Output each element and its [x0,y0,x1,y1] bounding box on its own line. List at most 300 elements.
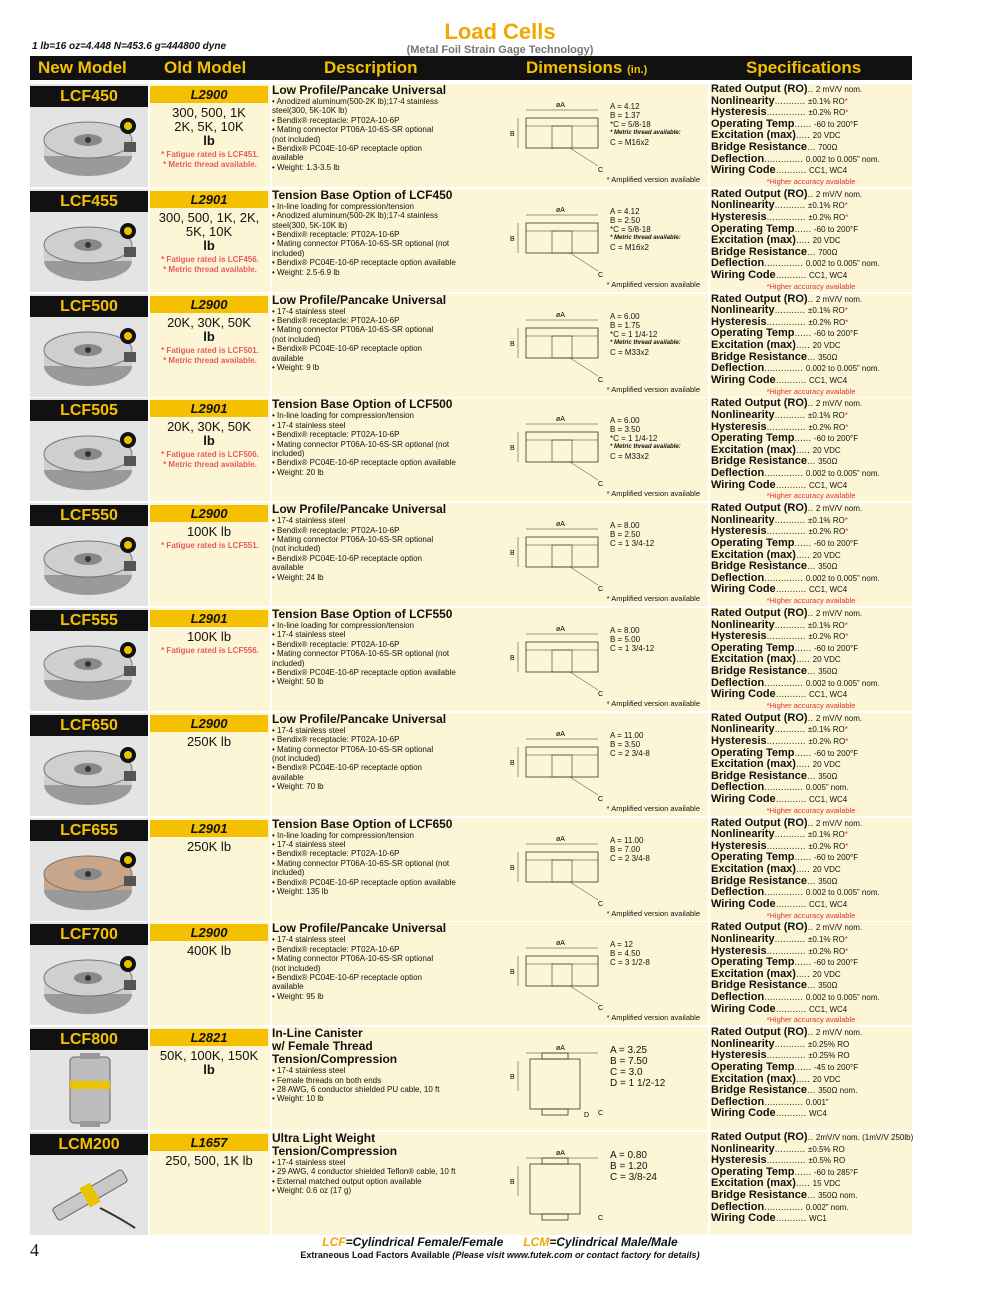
spec-value: 350Ω nom. [818,1086,858,1096]
accuracy-star: * [844,96,848,106]
spec-leader: ...... [794,118,814,130]
product-photo [40,529,140,603]
fatigue-note: * Fatigue rated is LCF506. [161,450,259,460]
feature-item: • 17-4 stainless steel [272,725,346,735]
new-model-badge: LCF505 [30,400,148,421]
dimension-value: A = 6.00 [610,416,640,426]
header-specifications: Specifications [746,58,862,77]
spec-value: -60 to 200°F [813,329,859,339]
feature-item: • Mating connector PT06A-10-6S-SR optional [272,535,434,544]
feature-item: • Bendix® receptacle: PT02A-10-6P [272,735,400,745]
dimension-diagram [500,1039,610,1119]
feature-item: • In-line loading for compression/tension [272,830,414,840]
spec-value: 20 VDC [812,760,841,770]
old-model-badge: L2900 [150,86,268,103]
spec-leader: .............. [764,1201,806,1213]
spec-label: Bridge Resistance [711,350,807,363]
spec-value: 0.005” nom. [805,783,849,793]
diagram-label-a: øA [556,1045,565,1053]
spec-leader: ... [806,561,819,573]
feature-item: available [272,353,304,363]
diagram-label-b: B [510,131,515,138]
spec-leader: ........... [774,200,808,212]
feature-item: • 17-4 stainless steel [272,630,346,640]
feature-item: • Mating connector PT06A-10-6S-SR optional [272,125,434,135]
dimension-values [610,626,700,653]
spec-label: Bridge Resistance [711,245,807,258]
feature-item: • Bendix® receptacle: PT02A-10-6P [272,849,400,859]
spec-value: -60 to 200°F [813,643,859,653]
spec-leader: .............. [766,945,809,957]
spec-leader: .............. [766,1050,809,1062]
spec-label: Excitation (max) [711,1072,796,1085]
higher-accuracy-note: *Higher accuracy available [766,386,856,396]
new-model-badge: LCF500 [30,296,148,317]
product-photo [40,634,140,708]
description-title-line: Tension Base Option of LCF500 [272,397,453,412]
spec-label: Deflection [711,990,765,1003]
spec-label: Deflection [711,362,765,375]
spec-label: Nonlinearity [711,828,775,841]
feature-item: • Bendix® PC04E-10-6P receptacle option [272,553,422,563]
spec-leader: ........... [774,1038,808,1050]
spec-leader: ..... [795,1073,813,1085]
spec-label: Deflection [711,257,765,270]
spec-leader: ...... [794,1166,814,1178]
dimension-values [610,102,700,147]
spec-leader: ...... [794,747,814,759]
capacity-line: 100K lb [186,629,232,644]
spec-label: Bridge Resistance [711,455,807,468]
feature-list [272,935,484,1001]
specification-list [711,294,911,387]
spec-label: Deflection [711,1200,765,1213]
spec-value: 350Ω [818,876,838,886]
product-photo [40,948,140,1022]
feature-list [272,202,484,277]
spec-leader: ... [806,246,819,258]
feature-item: • Mating connector PT06A-10-6S-SR optional [272,954,434,964]
accuracy-star: * [845,527,849,537]
extraneous-note-italic: (Please visit www.futek.com or contact factory for details) [452,1250,700,1260]
feature-item: • Bendix® PC04E-10-6P receptacle option available [272,458,456,468]
spec-label: Rated Output (RO) [711,83,808,95]
dimension-value: B = 1.37 [610,111,641,120]
spec-value: 0.002 to 0.005” nom. [805,364,880,374]
spec-label: Deflection [711,152,765,165]
diagram-label-b: B [510,340,515,348]
spec-leader: .. [807,1132,816,1143]
spec-label: Hysteresis [711,210,767,223]
description-title [272,398,482,411]
spec-value: ±0.25% RO [808,1051,850,1061]
capacity-line: 20K, 30K, 50K [167,314,251,330]
spec-value: 20 VDC [812,550,841,560]
feature-item: available [272,563,304,573]
spec-label: Hysteresis [711,944,767,957]
spec-leader: ..... [795,339,813,351]
spec-value: 2 mV/V nom. [815,923,863,933]
spec-leader: .. [807,398,816,410]
spec-value: 2 mV/V nom. [815,713,863,723]
old-model-badge: L2901 [150,820,268,837]
diagram-label-a: øA [556,416,565,424]
product-photo [40,215,140,289]
feature-list [272,621,484,687]
metric-thread-value: C = M16x2 [610,242,649,252]
feature-item: • Bendix® PC04E-10-6P receptacle option [272,344,422,354]
product-row [30,398,912,501]
feature-item: • Female threads on both ends [272,1075,382,1085]
capacity [150,211,268,253]
accuracy-star: * [844,620,848,630]
spec-label: Nonlinearity [711,408,775,421]
amplified-note: * Amplified version available [606,384,700,394]
extraneous-note [0,1250,1000,1260]
spec-leader: ........... [774,305,808,317]
spec-label: Excitation (max) [711,758,796,771]
dimension-values [610,836,700,863]
spec-value: ±0.2% RO [808,632,846,642]
accuracy-star: * [845,946,849,956]
dimension-value: B = 1.20 [610,1161,648,1172]
spec-label: Operating Temp [711,222,795,235]
spec-value: CC1, WC4 [809,375,848,385]
spec-label: Excitation (max) [711,653,796,666]
spec-leader: .. [807,188,816,200]
spec-wiring [711,270,911,282]
product-row [30,503,912,606]
spec-label: Hysteresis [711,1049,767,1062]
description-title [272,608,482,621]
dimension-values [610,1150,700,1183]
description-title-line: Tension/Compression [272,1144,398,1158]
spec-label: Rated Output (RO) [711,187,808,200]
spec-label: Operating Temp [711,117,795,130]
spec-leader: ........... [775,1213,810,1225]
spec-value: 2 mV/V nom. [815,609,863,618]
spec-wiring [711,1213,911,1225]
feature-item: • Mating connector PT06A-10-6S-SR optional (not [272,858,450,868]
spec-value: -60 to 200°F [813,748,859,758]
dimension-value: C = 3 1/2-8 [610,958,650,968]
spec-value: -60 to 200°F [813,958,859,968]
spec-leader: .............. [766,316,809,328]
spec-leader: .............. [764,887,806,899]
product-row [30,1132,912,1235]
spec-leader: ........... [774,724,808,736]
specification-list [711,189,911,282]
spec-leader: .............. [766,211,809,223]
spec-value: 350Ω [818,352,838,362]
spec-leader: ........... [774,409,808,421]
spec-value: CC1, WC4 [809,480,848,490]
diagram-label-a: øA [556,1150,565,1157]
feature-item: • External matched output option available [272,1176,422,1186]
description-title-line: Ultra Light Weight [272,1131,376,1145]
spec-leader: ... [806,1085,819,1097]
spec-leader: ........... [774,514,808,526]
spec-leader: ........... [775,165,810,177]
feature-list [272,516,484,582]
metric-note: * Metric thread available. [163,160,257,169]
new-model-badge: LCF555 [30,610,148,631]
spec-wiring [711,375,911,387]
spec-label: Bridge Resistance [711,140,807,153]
old-model-badge: L2901 [150,610,268,627]
old-model-badge: L2901 [150,400,268,417]
diagram-label-c: C [598,1110,604,1118]
amplified-note: * Amplified version available [606,594,700,604]
dimension-value: C = 3.0 [610,1067,643,1079]
spec-value: 20 VDC [812,655,841,665]
product-photo [40,1158,140,1232]
spec-leader: ...... [794,328,814,340]
spec-value: -60 to 200°F [813,119,859,129]
spec-leader: .. [807,84,816,95]
capacity [150,944,268,958]
fatigue-note: * Fatigue rated is LCF551. [161,541,259,551]
spec-leader: ..... [795,863,813,875]
spec-value: 350Ω [818,981,838,991]
spec-label: Excitation (max) [711,548,796,561]
spec-leader: ... [806,1189,819,1201]
product-row [30,1027,912,1130]
description-title-line: Low Profile/Pancake Universal [272,711,447,726]
spec-value: 2 mV/V nom. [815,504,863,514]
spec-wiring [711,584,911,596]
spec-value: 20 VDC [812,864,841,874]
legend-lcf-key: LCF [322,1235,346,1249]
spec-label: Operating Temp [711,1165,795,1178]
feature-item: included) [272,449,305,459]
dimension-value: *C = 5/8-18 [610,224,651,234]
dimension-value: A = 11.00 [610,730,644,740]
new-model-badge: LCF655 [30,820,148,841]
spec-label: Rated Output (RO) [711,1026,808,1039]
fatigue-note: * Fatigue rated is LCF556. [161,646,259,655]
old-model-badge: L1657 [150,1134,268,1151]
spec-label: Excitation (max) [711,234,796,247]
old-model-badge: L2900 [150,296,268,313]
diagram-label-a: øA [556,311,565,319]
diagram-label-b: B [510,969,515,977]
feature-item: • Bendix® receptacle: PT02A-10-6P [272,115,400,125]
spec-label: Hysteresis [711,734,767,747]
dimension-values [610,521,700,548]
spec-label: Nonlinearity [711,1142,775,1155]
amplified-note: * Amplified version available [606,803,700,813]
spec-label: Excitation (max) [711,338,796,351]
spec-label: Nonlinearity [711,199,775,212]
product-photo [40,844,140,918]
higher-accuracy-note: *Higher accuracy available [766,1015,856,1025]
description-title [272,1132,482,1158]
accuracy-star: * [845,108,849,118]
spec-label: Deflection [711,676,765,689]
specification-list [711,922,911,1015]
spec-value: 2 mV/V nom. [815,1028,863,1038]
spec-value: CC1, WC4 [809,166,848,176]
dimension-diagram [500,410,610,490]
spec-label: Excitation (max) [711,862,796,875]
spec-label: Nonlinearity [711,1037,775,1050]
dimension-values [610,312,700,357]
spec-leader: .............. [764,677,806,689]
dimension-values [610,1045,700,1089]
spec-label: Nonlinearity [711,94,775,107]
feature-item: • 17-4 stainless steel [272,420,346,430]
spec-leader: ........... [775,898,810,910]
feature-list [272,1158,484,1196]
spec-label: Rated Output (RO) [711,921,808,934]
spec-value: -60 to 200°F [813,434,859,444]
spec-leader: .............. [766,631,809,643]
legend-lcm-key: LCM [523,1235,550,1249]
diagram-label-b: B [510,1179,515,1186]
spec-wiring [711,1108,911,1120]
spec-label: Wiring Code [711,1212,776,1225]
capacity-line: lb [203,237,215,253]
feature-list [272,726,484,792]
spec-leader: ........... [775,793,810,805]
spec-leader: ........... [775,479,810,491]
spec-label: Nonlinearity [711,723,775,736]
spec-leader: ..... [795,654,813,666]
description-title-line: In-Line Canister [272,1026,363,1041]
higher-accuracy-note: *Higher accuracy available [766,701,856,710]
diagram-label-c: C [598,1005,604,1013]
spec-value: 20 VDC [812,131,841,141]
spec-wiring [711,899,911,911]
spec-value: CC1, WC4 [809,585,848,595]
product-row [30,84,912,187]
feature-item: • Weight: 24 lb [272,572,324,582]
capacity-line: 250K lb [186,838,232,854]
spec-label: Rated Output (RO) [711,607,808,619]
spec-value: -45 to 200°F [813,1062,859,1072]
feature-item: • Bendix® receptacle: PT02A-10-6P [272,316,400,325]
spec-value: ±0.2% RO [808,212,846,222]
metric-thread-label: * Metric thread available: [610,130,681,136]
dimension-value: B = 5.00 [610,635,641,644]
feature-item: • 28 AWG, 6 conductor shielded PU cable, 10 ft [272,1085,440,1094]
new-model-badge: LCF700 [30,924,148,945]
description-title [272,294,482,307]
dimension-value: C = 1 3/4-12 [610,644,655,653]
accuracy-star: * [845,632,849,642]
feature-item: • Weight: 9 lb [272,363,320,373]
dimension-value: *C = 5/8-18 [610,120,651,129]
spec-value: 2 mV/V nom. [815,85,863,94]
spec-leader: ... [806,770,819,782]
spec-label: Nonlinearity [711,304,775,317]
accuracy-star: * [844,410,848,420]
spec-value: ±0.1% RO [807,410,845,420]
dimension-value: A = 6.00 [610,311,640,321]
metric-thread-value: C = M16x2 [610,138,649,147]
fatigue-note: * Fatigue rated is LCF451. [161,150,259,159]
feature-item: • 17-4 stainless steel [272,1158,346,1167]
unit-conversion: 1 lb=16 oz=4.448 N=453.6 g=444800 dyne [32,41,227,52]
diagram-label-a: øA [556,102,565,109]
spec-leader: ... [806,351,819,363]
page-title: Load Cells [444,19,556,44]
spec-label: Excitation (max) [711,1177,796,1190]
dimension-value: A = 4.12 [610,206,640,216]
spec-label: Rated Output (RO) [711,397,808,410]
spec-label: Wiring Code [711,268,776,281]
spec-leader: ........... [775,689,810,701]
spec-value: ±0.2% RO [808,108,846,118]
spec-leader: ..... [795,235,813,247]
dimension-value: B = 2.50 [610,530,641,540]
spec-leader: .. [807,712,816,724]
spec-value: 2 mV/V nom. [815,294,863,304]
spec-value: CC1, WC4 [809,794,848,804]
spec-leader: ...... [794,852,814,864]
metric-note: * Metric thread available. [163,264,257,274]
spec-leader: ...... [794,433,814,445]
diagram-label-a: øA [556,626,565,633]
spec-leader: ...... [794,957,814,969]
feature-item: included) [272,868,305,878]
spec-value: 20 VDC [812,1074,841,1084]
spec-label: Hysteresis [711,630,767,643]
dimension-diagram [500,934,610,1014]
spec-leader: ...... [794,223,814,235]
spec-value: 20 VDC [812,236,841,246]
spec-value: 0.002 to 0.005” nom. [805,888,880,898]
dimension-value: B = 7.50 [610,1056,648,1068]
feature-item: • In-line loading for compression/tension [272,411,414,421]
feature-item: • In-line loading for compression/tension [272,621,414,630]
higher-accuracy-note: *Higher accuracy available [766,177,856,186]
feature-item: (not included) [272,134,321,144]
spec-value: CC1, WC4 [809,899,848,909]
dimension-diagram [500,1144,610,1224]
capacity-line: lb [203,133,215,148]
feature-item: • Bendix® PC04E-10-6P receptacle option [272,973,422,983]
feature-item: • Mating connector PT06A-10-6S-SR optional (not [272,439,450,449]
description-title [272,84,482,97]
spec-value: WC4 [809,1109,827,1119]
spec-label: Operating Temp [711,536,795,549]
product-photo [40,320,140,394]
spec-leader: ..... [795,130,813,142]
product-row [30,608,912,711]
spec-value: CC1, WC4 [809,1004,848,1014]
dimension-value: B = 3.50 [610,739,641,749]
spec-label: Bridge Resistance [711,1188,807,1201]
dimension-value: C = 2 3/4-8 [610,853,650,863]
diagram-label-a: øA [556,521,565,529]
spec-label: Wiring Code [711,792,776,805]
capacity [150,735,268,749]
description-title-line: w/ Female Thread [272,1039,373,1054]
feature-item: included) [272,658,305,668]
spec-label: Operating Temp [711,1060,795,1073]
spec-leader: ... [806,980,819,992]
spec-label: Rated Output (RO) [711,292,808,305]
spec-label: Wiring Code [711,164,776,177]
feature-item: (not included) [272,754,321,764]
diagram-label-a: øA [556,835,565,843]
spec-value: 2 mV/V nom. [815,189,863,199]
feature-item: • Bendix® receptacle: PT02A-10-6P [272,230,400,240]
feature-item: • 29 AWG, 4 conductor shielded Teflon® cable, 10 ft [272,1167,456,1177]
capacity-line: 300, 500, 1K, 2K, [158,209,260,225]
